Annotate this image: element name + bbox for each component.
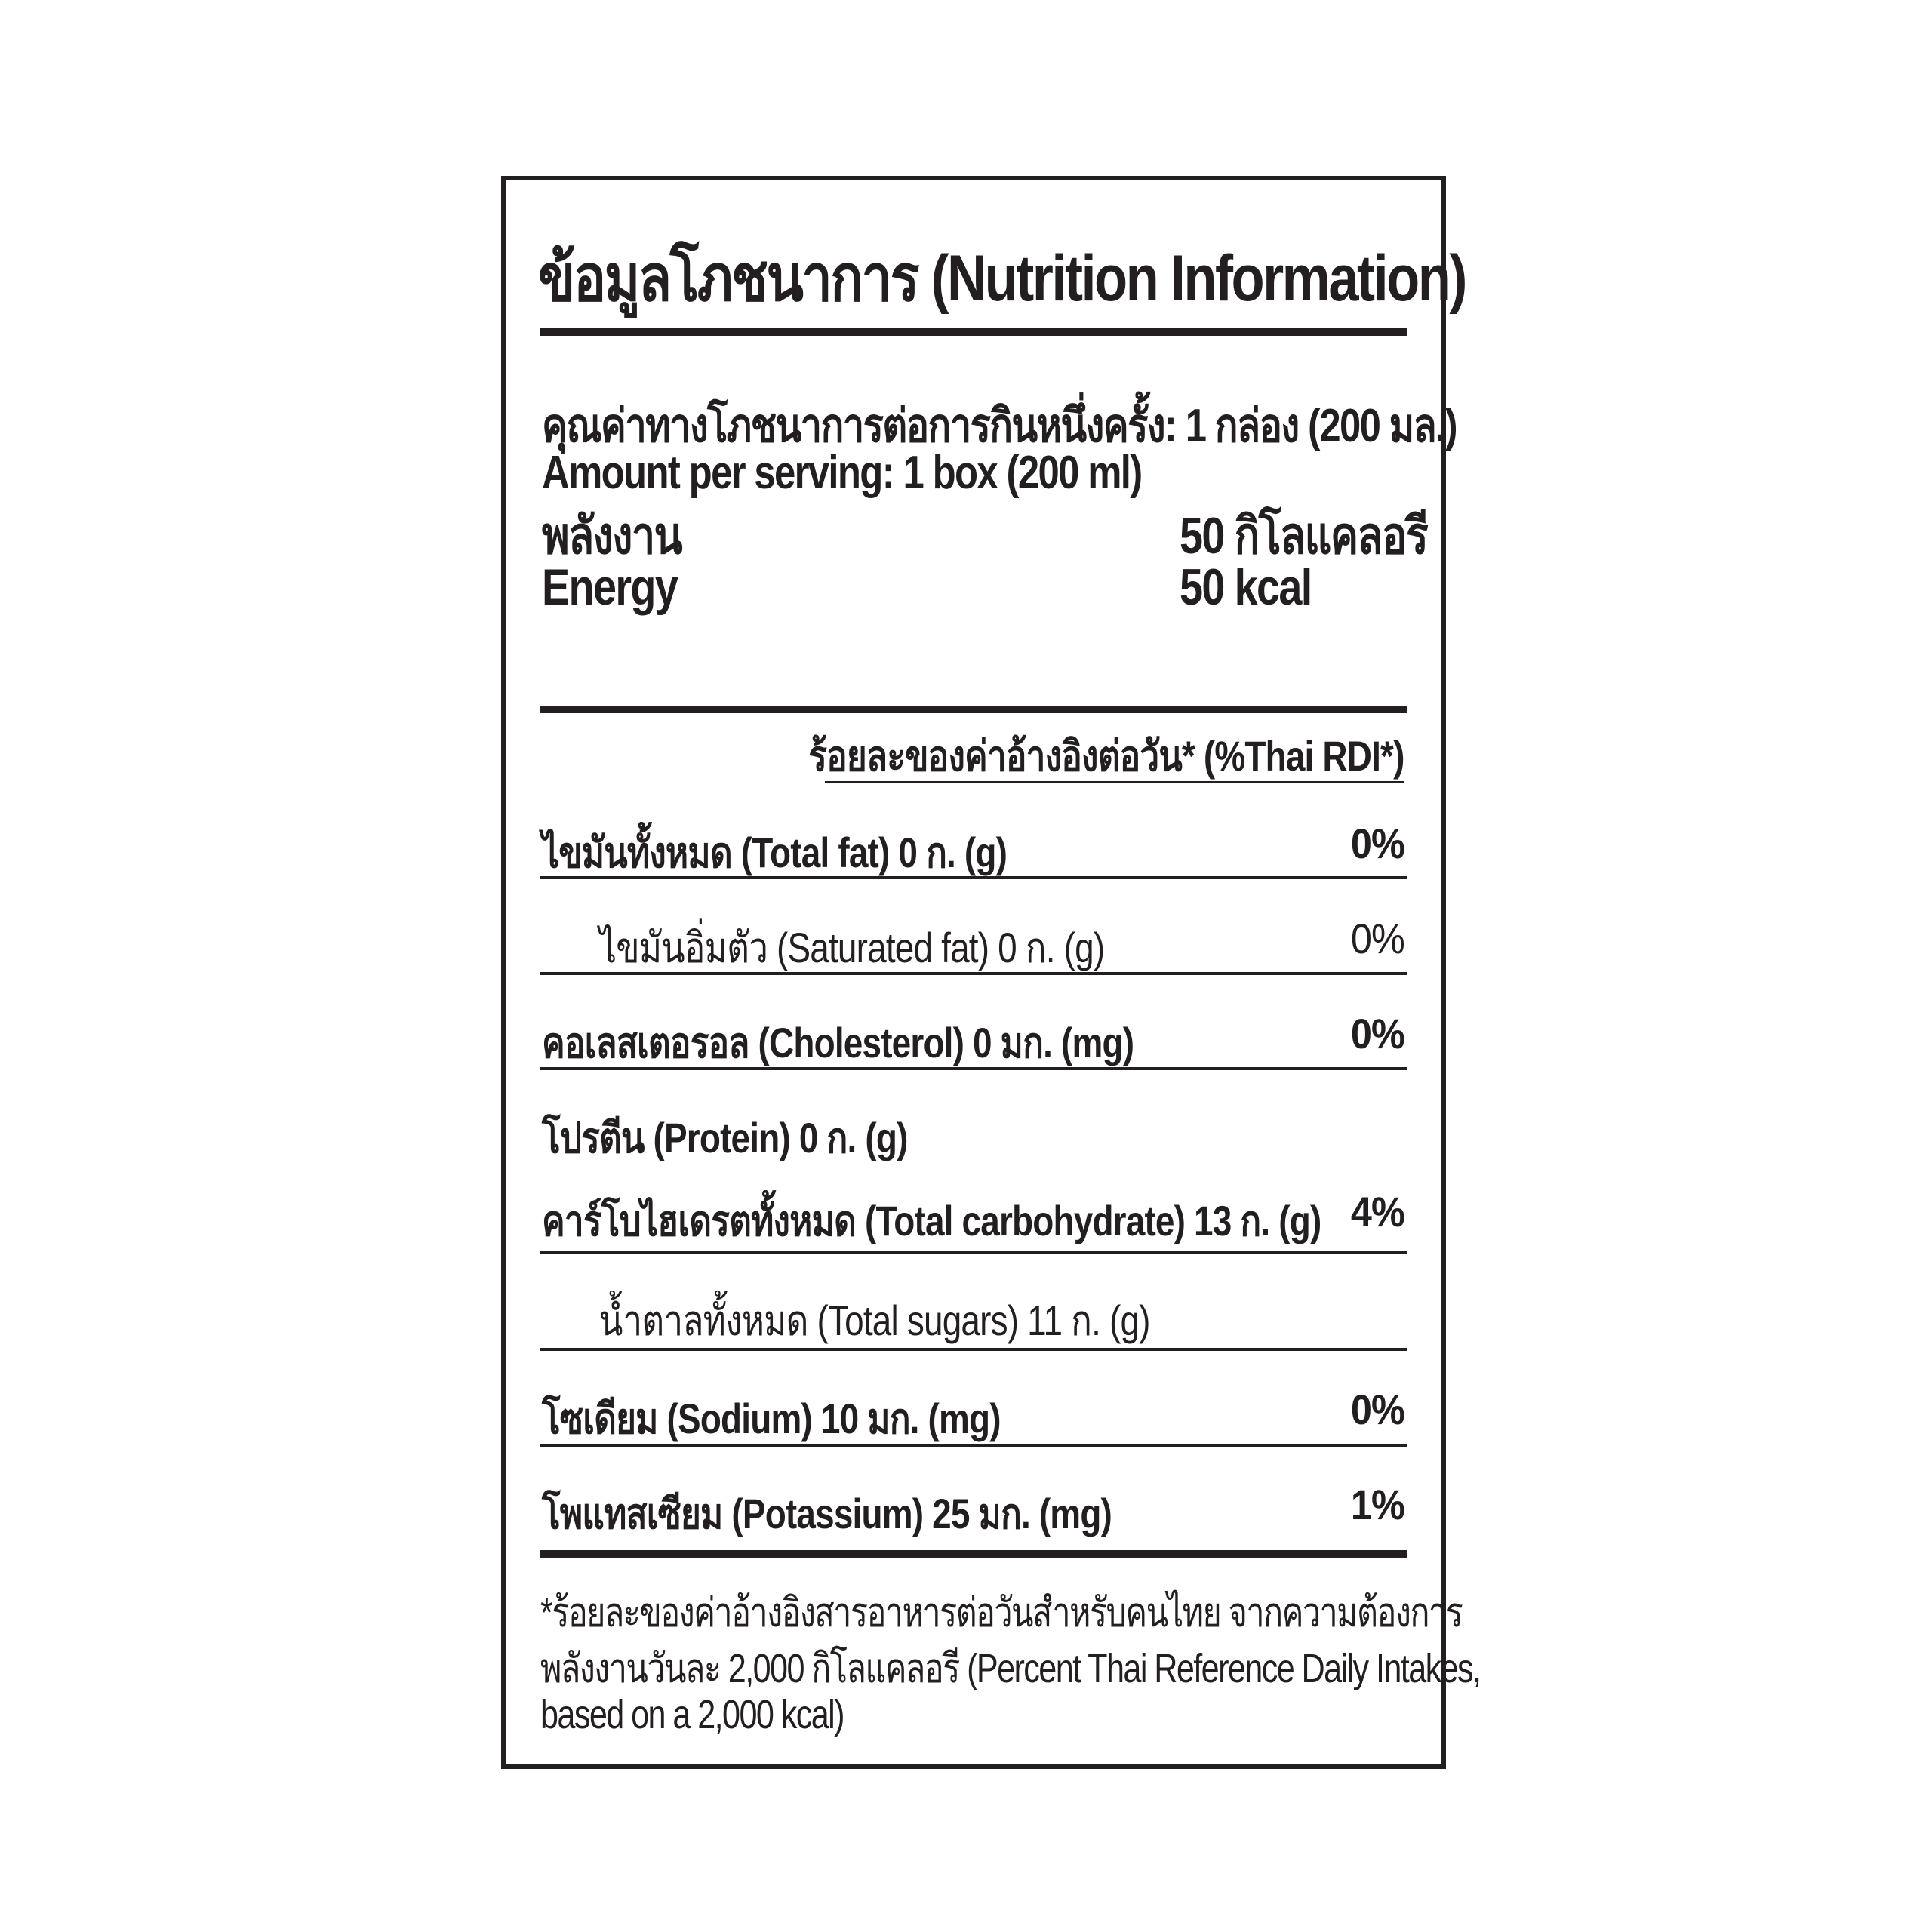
energy-label-english: Energy	[542, 558, 678, 616]
nutrient-row-label: น้ำตาลทั้งหมด (Total sugars) 11 ก. (g)	[599, 1297, 1150, 1344]
row-divider	[540, 1348, 1407, 1351]
nutrient-row-label: ไขมันอิ่มตัว (Saturated fat) 0 ก. (g)	[599, 924, 1105, 971]
footnote-divider	[540, 1550, 1407, 1558]
nutrient-row-percent: 4%	[1350, 1188, 1404, 1235]
nutrient-row-percent: 0%	[1350, 1386, 1404, 1433]
energy-value-english: 50 kcal	[1180, 558, 1312, 616]
serving-size-english: Amount per serving: 1 box (200 ml)	[542, 447, 1142, 499]
energy-value-thai: 50 กิโลแคลอรี	[1180, 507, 1428, 565]
rdi-column-header: ร้อยละของค่าอ้างอิงต่อวัน* (%Thai RDI*)	[808, 732, 1404, 780]
footnote-line: พลังงานวันละ 2,000 กิโลแคลอรี (Percent Thai Reference Daily Intakes,	[540, 1646, 1481, 1691]
footnote-line: based on a 2,000 kcal)	[540, 1692, 844, 1737]
row-divider	[540, 1251, 1407, 1254]
nutrient-row-label: ไขมันทั้งหมด (Total fat) 0 ก. (g)	[542, 829, 1008, 876]
energy-label-thai: พลังงาน	[542, 507, 681, 565]
label-title: ข้อมูลโภชนาการ (Nutrition Information)	[538, 242, 1466, 315]
serving-size-thai: คุณค่าทางโภชนาการต่อการกินหนึ่งครั้ง: 1 กล่อง (200 มล.)	[542, 400, 1457, 452]
nutrient-row-label: คอเลสเตอรอล (Cholesterol) 0 มก. (mg)	[542, 1019, 1134, 1066]
nutrition-label-panel	[501, 176, 1481, 1769]
nutrient-row-percent: 1%	[1350, 1481, 1404, 1528]
energy-divider	[540, 706, 1407, 713]
nutrient-row-percent: 0%	[1350, 820, 1404, 867]
nutrient-row-label: โพแทสเซียม (Potassium) 25 มก. (mg)	[542, 1490, 1112, 1537]
title-divider	[540, 328, 1407, 336]
nutrient-row-percent: 0%	[1350, 1010, 1404, 1057]
nutrient-row-label: คาร์โบไฮเดรตทั้งหมด (Total carbohydrate) 13 ก. (g)	[542, 1197, 1321, 1244]
rdi-header-underline	[825, 781, 1404, 783]
row-divider	[540, 1444, 1407, 1447]
nutrient-row-label: โซเดียม (Sodium) 10 มก. (mg)	[542, 1395, 1001, 1442]
nutrient-row-percent: 0%	[1350, 915, 1404, 962]
row-divider	[540, 876, 1407, 879]
row-divider	[540, 1067, 1407, 1070]
footnote-line: *ร้อยละของค่าอ้างอิงสารอาหารต่อวันสำหรับคนไทย จากความต้องการ	[540, 1590, 1463, 1635]
row-divider	[540, 972, 1407, 975]
nutrient-row-label: โปรตีน (Protein) 0 ก. (g)	[542, 1114, 908, 1161]
